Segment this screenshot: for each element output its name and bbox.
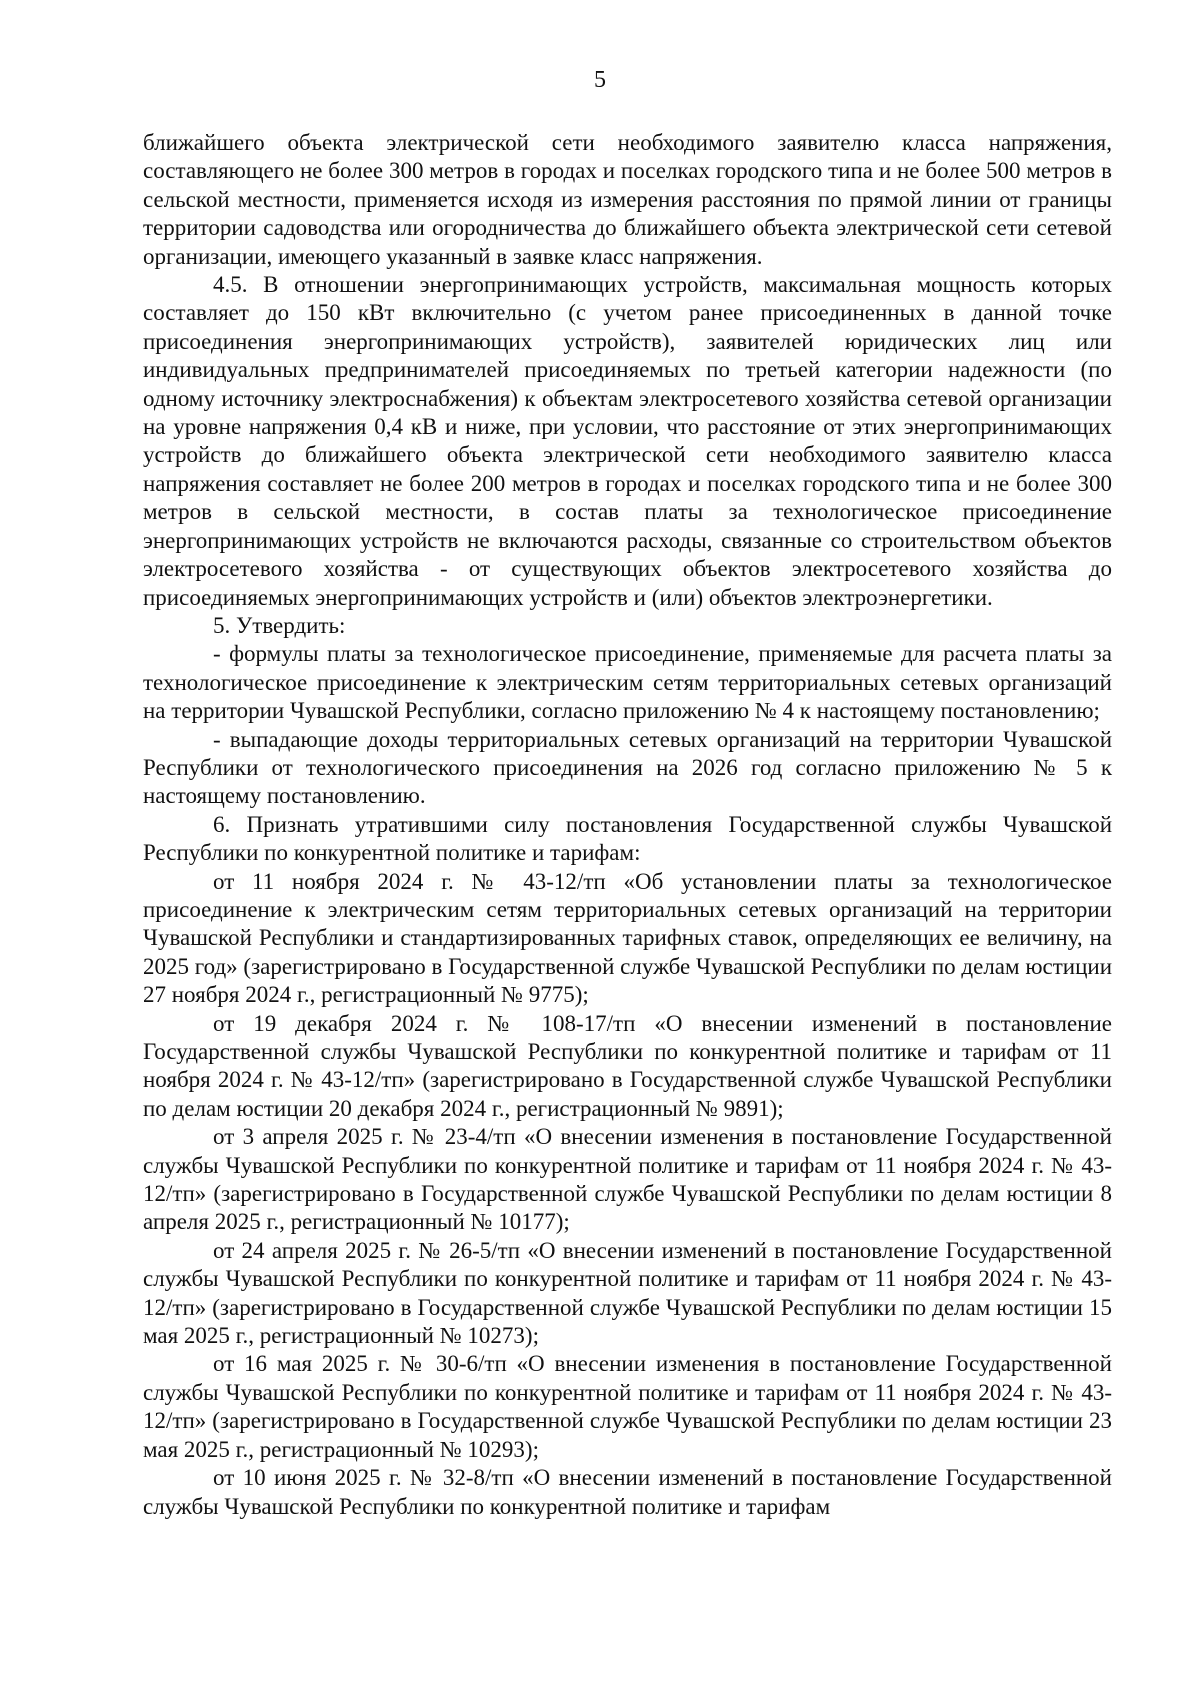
- repealed-act-item: от 16 мая 2025 г. № 30-6/тп «О внесении изменения в постановление Государственной службы Чувашской Республики по конкурентной политике и тарифам от 11 ноября 2024 г. № 43-12/тп» (зарегистрировано в Государственной службе Чувашской Республики по делам юстиции 23 мая 2025 г., регистрационный № 10293);: [143, 1351, 1112, 1462]
- document-body: [143, 129, 1112, 1521]
- paragraph-formulas-item: - формулы платы за технологическое присоединение, применяемые для расчета платы за технологическое присоединение к электрическим сетям территориальных сетевых организаций на территории Чувашской Республики, согласно приложению № 4 к настоящему постановлению;: [143, 641, 1112, 724]
- repealed-act-item: от 19 декабря 2024 г. № 108-17/тп «О внесении изменений в постановление Государственной службы Чувашской Республики по конкурентной политике и тарифам от 11 ноября 2024 г. № 43-12/тп» (зарегистрировано в Государственной службе Чувашской Республики по делам юстиции 20 декабря 2024 г., регистрационный № 9891);: [143, 1010, 1112, 1121]
- page-number: 5: [594, 67, 606, 93]
- repealed-act-item: от 10 июня 2025 г. № 32-8/тп «О внесении изменений в постановление Государственной службы Чувашской Республики по конкурентной политике и тарифам: [143, 1465, 1112, 1519]
- paragraph-clause-6: 6. Признать утратившими силу постановления Государственной службы Чувашской Республики по конкурентной политике и тарифам:: [143, 811, 1112, 866]
- repealed-act-item: от 24 апреля 2025 г. № 26-5/тп «О внесении изменений в постановление Государственной службы Чувашской Республики по конкурентной политике и тарифам от 11 ноября 2024 г. № 43-12/тп» (зарегистрировано в Государственной службе Чувашской Республики по делам юстиции 15 мая 2025 г., регистрационный № 10273);: [143, 1237, 1112, 1349]
- paragraph-continuation: ближайшего объекта электрической сети необходимого заявителю класса напряжения, составляющего не более 300 метров в городах и поселках городского типа и не более 500 метров в сельской местности, применяется исходя из измерения расстояния по прямой линии от границы территории садоводства или огородничества до ближайшего объекта электрической сети сетевой организации, имеющего указанный в заявке класс напряжения.: [143, 130, 1112, 269]
- paragraph-clause-4-5: 4.5. В отношении энергопринимающих устройств, максимальная мощность которых составляет до 150 кВт включительно (с учетом ранее присоединенных в данной точке присоединения энергопринимающих устройств), заявителей юридических лиц или индивидуальных предпринимателей присоединяемых по третьей категории надежности (по одному источнику электроснабжения) к объектам электросетевого хозяйства сетевой организации на уровне напряжения 0,4 кВ и ниже, при условии, что расстояние от этих энергопринимающих устройств до ближайшего объекта электрической сети необходимого заявителю класса напряжения составляет не более 200 метров в городах и поселках городского типа и не более 300 метров в сельской местности, в состав платы за технологическое присоединение энергопринимающих устройств не включаются расходы, связанные со строительством объектов электросетевого хозяйства - от существующих объектов электросетевого хозяйства до присоединяемых энергопринимающих устройств и (или) объектов электроэнергетики.: [143, 272, 1112, 610]
- paragraph-lost-revenue-item: - выпадающие доходы территориальных сетевых организаций на территории Чувашской Республики от технологического присоединения на 2026 год согласно приложению № 5 к настоящему постановлению.: [143, 726, 1112, 809]
- paragraph-clause-5: 5. Утвердить:: [213, 612, 346, 638]
- repealed-act-item: от 3 апреля 2025 г. № 23-4/тп «О внесении изменения в постановление Государственной службы Чувашской Республики по конкурентной политике и тарифам от 11 ноября 2024 г. № 43-12/тп» (зарегистрировано в Государственной службе Чувашской Республики по делам юстиции 8 апреля 2025 г., регистрационный № 10177);: [143, 1124, 1112, 1235]
- repealed-act-item: от 11 ноября 2024 г. № 43-12/тп «Об установлении платы за технологическое присоединение к электрическим сетям территориальных сетевых организаций на территории Чувашской Республики и стандартизированных тарифных ставок, определяющих ее величину, на 2025 год» (зарегистрировано в Государственной службе Чувашской Республики по делам юстиции 27 ноября 2024 г., регистрационный № 9775);: [143, 868, 1112, 1008]
